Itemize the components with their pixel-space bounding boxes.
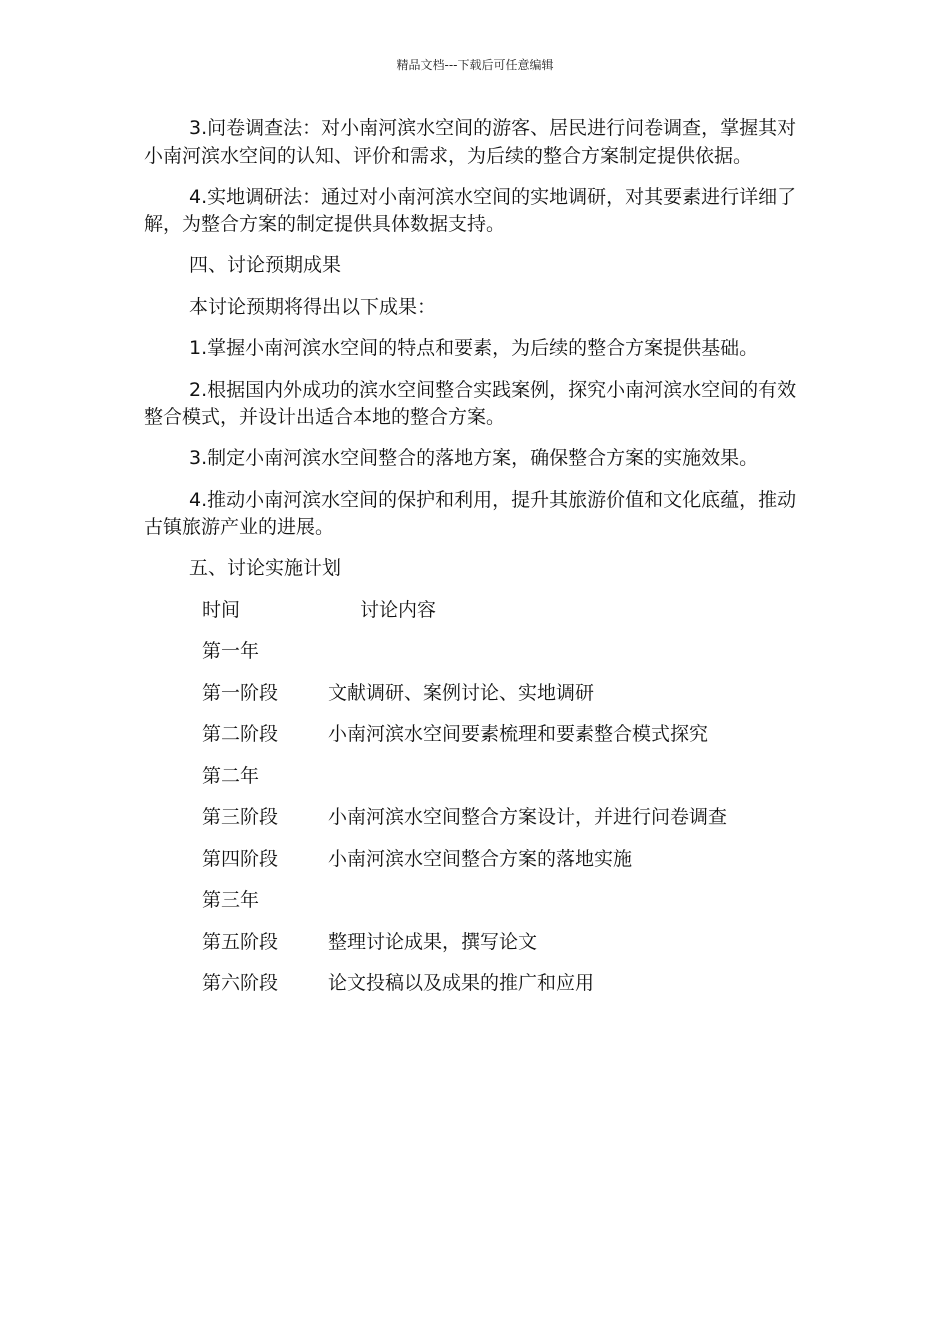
paragraph-results-intro: 本讨论预期将得出以下成果： [189,295,437,318]
plan-period: 第二年 [202,764,260,787]
plan-task [328,638,804,666]
document-body [144,115,804,1012]
plan-period: 第四阶段 [202,847,279,870]
plan-period: 第六阶段 [202,972,279,994]
plan-row [144,846,804,874]
plan-task: 文献调研、案例讨论、实地调研 [328,681,595,704]
plan-period: 第一年 [202,640,260,662]
plan-row [144,638,804,666]
plan-task [328,887,804,915]
plan-row [144,970,804,998]
paragraph-result-3: 3.制定小南河滨水空间整合的落地方案，确保整合方案的实施效果。 [189,447,759,469]
plan-task: 小南河滨水空间整合方案的落地实施 [328,847,633,870]
plan-task: 论文投稿以及成果的推广和应用 [328,972,595,994]
plan-period: 第一阶段 [202,681,279,704]
paragraph-method-3: 3.问卷调查法：对小南河滨水空间的游客、居民进行问卷调查，掌握其对小南河滨水空间的认知、评价和需求，为后续的整合方案制定提供依据。 [144,117,797,167]
plan-task: 整理讨论成果，撰写论文 [328,930,538,953]
plan-row [144,680,804,708]
plan-table [144,597,804,998]
paragraph-result-2: 2.根据国内外成功的滨水空间整合实践案例，探究小南河滨水空间的有效整合模式，并设计出适合本地的整合方案。 [144,378,797,428]
plan-row [144,804,804,832]
plan-header-time: 时间 [202,598,241,621]
plan-period: 第五阶段 [202,930,279,953]
plan-row [144,763,804,791]
page-header: 精品文档---下载后可任意编辑 [396,58,554,72]
plan-task: 小南河滨水空间要素梳理和要素整合模式探究 [328,723,709,745]
plan-header-row [144,597,804,625]
section-heading-expected-results: 四、讨论预期成果 [189,254,342,276]
section-heading-implementation-plan: 五、讨论实施计划 [189,557,342,579]
plan-period: 第二阶段 [202,723,279,745]
paragraph-result-1: 1.掌握小南河滨水空间的特点和要素，为后续的整合方案提供基础。 [189,337,759,359]
paragraph-method-4: 4.实地调研法：通过对小南河滨水空间的实地调研，对其要素进行详细了解，为整合方案的制定提供具体数据支持。 [144,185,797,235]
plan-row [144,929,804,957]
paragraph-result-4: 4.推动小南河滨水空间的保护和利用，提升其旅游价值和文化底蕴，推动古镇旅游产业的进展。 [144,488,797,538]
plan-row [144,721,804,749]
plan-task [328,763,804,791]
plan-period: 第三年 [202,889,260,911]
plan-period: 第三阶段 [202,806,279,828]
plan-task: 小南河滨水空间整合方案设计，并进行问卷调查 [328,806,728,828]
plan-header-content: 讨论内容 [360,598,437,621]
plan-row [144,887,804,915]
